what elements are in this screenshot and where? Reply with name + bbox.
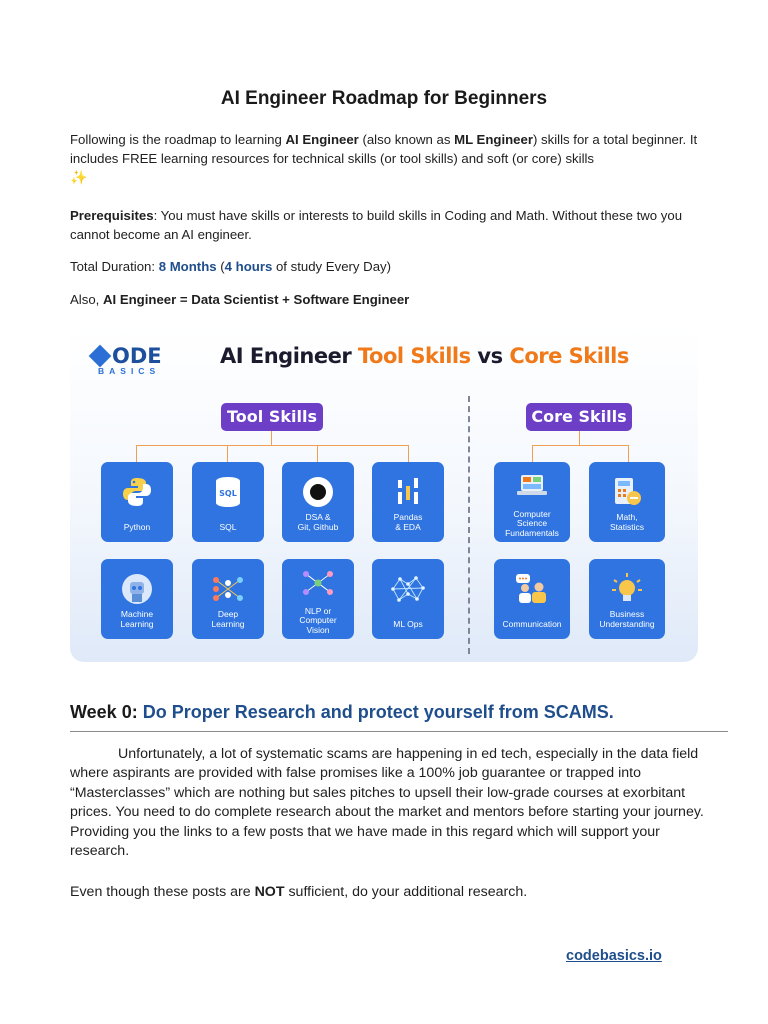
intro-paragraph bbox=[70, 130, 710, 187]
prerequisites-label: Prerequisites bbox=[70, 208, 154, 223]
skill-card-label: Computer Science Fundamentals bbox=[505, 508, 559, 538]
lightbulb-icon bbox=[610, 572, 644, 606]
equation-text: AI Engineer = Data Scientist + Software Engineer bbox=[102, 292, 410, 307]
skill-card-label: Business Understanding bbox=[599, 609, 655, 629]
core-skills-pill: Core Skills bbox=[526, 403, 632, 431]
heading-text: AI Engineer bbox=[220, 344, 359, 368]
skill-card-nlp-cv bbox=[282, 559, 354, 639]
laptop-icon bbox=[515, 472, 549, 500]
intro-bold-ml-engineer: ML Engineer bbox=[454, 132, 533, 147]
heading-rule bbox=[70, 731, 728, 732]
heading-tool-skills: Tool Skills bbox=[358, 344, 471, 368]
prerequisites-paragraph bbox=[70, 206, 710, 244]
codebasics-link[interactable]: codebasics.io bbox=[566, 948, 662, 964]
skill-card-python bbox=[101, 462, 173, 542]
database-icon bbox=[213, 475, 243, 509]
skill-card-ml-ops bbox=[372, 559, 444, 639]
skill-card-math-statistics bbox=[589, 462, 665, 542]
sparkle-icon: ✨ bbox=[70, 169, 88, 185]
not-sufficient-text: sufficient, do your additional research. bbox=[284, 884, 528, 900]
week-label: Week 0: bbox=[70, 702, 143, 722]
skill-card-label: Python bbox=[123, 521, 151, 532]
logo-text: ODE bbox=[112, 344, 162, 368]
connector bbox=[408, 445, 409, 462]
skill-card-machine-learning bbox=[101, 559, 173, 639]
connector bbox=[532, 445, 628, 446]
network-icon bbox=[301, 568, 335, 598]
skill-card-label: Pandas & EDA bbox=[393, 512, 423, 532]
pandas-icon bbox=[393, 476, 423, 508]
duration-hours: 4 hours bbox=[224, 259, 273, 274]
skill-card-label: Math, Statistics bbox=[609, 512, 644, 532]
people-chat-icon bbox=[514, 572, 550, 606]
also-text: Also, bbox=[70, 292, 103, 307]
intro-bold-ai-engineer: AI Engineer bbox=[285, 132, 359, 147]
page-title: AI Engineer Roadmap for Beginners bbox=[220, 88, 548, 109]
skill-card-deep-learning bbox=[192, 559, 264, 639]
not-sufficient-text: Even though these posts are bbox=[70, 884, 255, 900]
skill-card-label: Machine Learning bbox=[120, 609, 154, 629]
skill-card-communication bbox=[494, 559, 570, 639]
prerequisites-text: : You must have skills or interests to build skills in Coding and Math. Without these two you cannot become an AI engineer. bbox=[70, 208, 683, 242]
neural-net-icon bbox=[211, 572, 245, 606]
codebasics-logo bbox=[92, 344, 162, 376]
duration-months: 8 Months bbox=[158, 259, 217, 274]
logo-diamond-icon bbox=[89, 345, 112, 368]
skill-card-label: Communication bbox=[502, 618, 562, 629]
intro-text: Following is the roadmap to learning bbox=[70, 132, 286, 147]
connector bbox=[579, 431, 580, 445]
connector bbox=[136, 445, 408, 446]
robot-icon bbox=[120, 572, 154, 606]
python-icon bbox=[120, 475, 154, 509]
connector bbox=[532, 445, 533, 462]
connector bbox=[227, 445, 228, 462]
skill-card-label: DSA & Git, Github bbox=[297, 512, 339, 532]
connector bbox=[317, 445, 318, 462]
week-0-paragraph: Unfortunately, a lot of systematic scams are happening in ed tech, especially in the data field where aspirants are provided with false promises like a 100% job guarantee or trapped into “Masterclasses” which are nothing but sales pitches to upsell their low-grade courses at exorbitant prices. You need to do complete research about the market and mentors before starting your journey. Providing you the links to a few posts that we have made in this regard which will support your research. bbox=[70, 746, 704, 860]
skill-card-label: SQL bbox=[219, 521, 237, 532]
intro-text: (also known as bbox=[358, 132, 455, 147]
not-sufficient-paragraph bbox=[70, 883, 710, 902]
infographic-heading bbox=[220, 344, 629, 368]
week-0-heading bbox=[70, 702, 614, 723]
skills-infographic bbox=[70, 326, 698, 662]
duration-text: Total Duration: bbox=[70, 259, 159, 274]
section-divider bbox=[468, 396, 470, 654]
not-bold: NOT bbox=[254, 884, 285, 900]
skill-card-label: ML Ops bbox=[393, 618, 423, 629]
connector bbox=[136, 445, 137, 462]
skill-card-label: Deep Learning bbox=[211, 609, 245, 629]
intro-text: ) skills for a total beginner. It includes FREE learning resources for technical skills (or tool skills) and soft (or core) skills bbox=[70, 132, 698, 166]
also-paragraph bbox=[70, 290, 710, 309]
calculator-icon bbox=[611, 475, 643, 509]
duration-text: ( bbox=[216, 259, 225, 274]
tool-skills-pill: Tool Skills bbox=[221, 403, 323, 431]
skill-card-label: NLP or Computer Vision bbox=[299, 605, 337, 635]
svg-text:SQL: SQL bbox=[219, 489, 237, 498]
mesh-icon bbox=[390, 574, 426, 604]
logo-subtext: BASICS bbox=[98, 366, 161, 376]
duration-paragraph bbox=[70, 257, 710, 276]
heading-vs: vs bbox=[470, 344, 510, 368]
skill-card-sql bbox=[192, 462, 264, 542]
skill-card-pandas bbox=[372, 462, 444, 542]
connector bbox=[628, 445, 629, 462]
skill-card-dsa-git bbox=[282, 462, 354, 542]
skill-card-cs-fundamentals bbox=[494, 462, 570, 542]
week-title: Do Proper Research and protect yourself from SCAMS. bbox=[142, 702, 614, 722]
connector bbox=[271, 431, 272, 445]
heading-core-skills: Core Skills bbox=[509, 344, 629, 368]
duration-text: of study Every Day) bbox=[272, 259, 392, 274]
github-icon bbox=[303, 477, 333, 507]
skill-card-business bbox=[589, 559, 665, 639]
